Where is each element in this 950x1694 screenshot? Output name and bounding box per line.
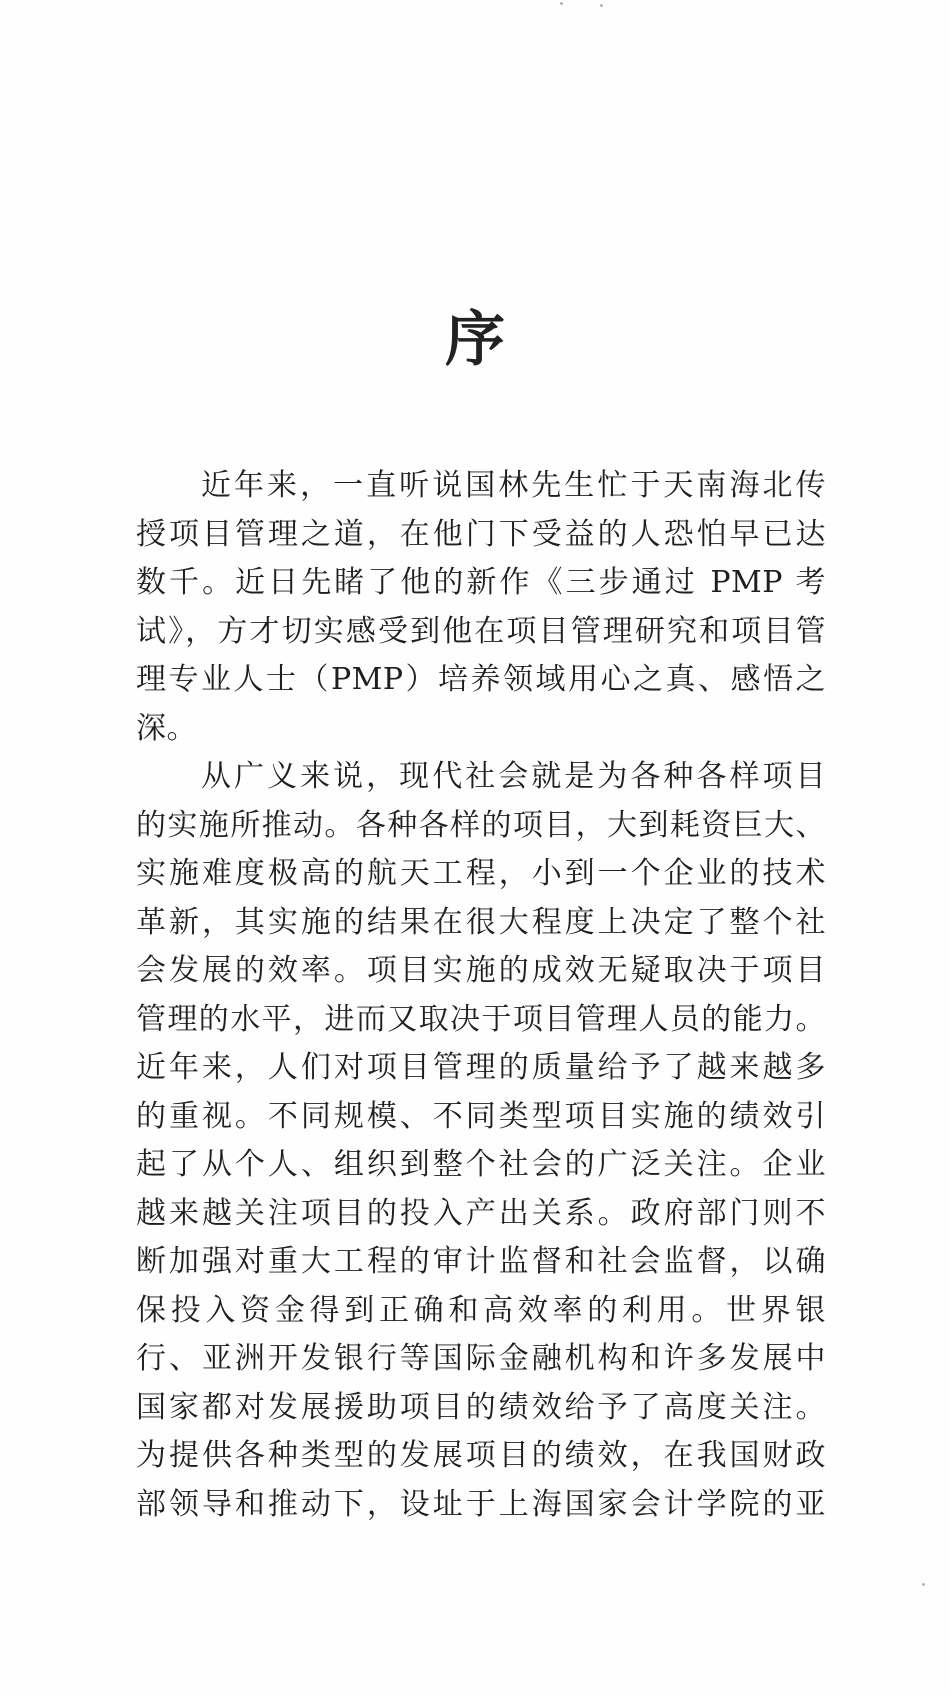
- text-line: 行、亚洲开发银行等国际金融机构和许多发展中: [136, 1341, 826, 1376]
- text-line: 起了从个人、组织到整个社会的广泛关注。企业: [136, 1147, 826, 1182]
- text-line: 实施难度极高的航天工程，小到一个企业的技术: [136, 856, 826, 891]
- text-line: 国家都对发展援助项目的绩效给予了高度关注。: [136, 1389, 826, 1425]
- body-text: [136, 462, 826, 1529]
- text-line: 授项目管理之道，在他门下受益的人恐怕早已达: [136, 516, 826, 552]
- text-line: 会发展的效率。项目实施的成效无疑取决于项目: [136, 953, 826, 988]
- text-line: 的实施所推动。各种各样的项目，大到耗资巨大、: [136, 807, 826, 843]
- text-line: 试》，方才切实感受到他在项目管理研究和项目管: [136, 613, 826, 649]
- text-line: 断加强对重大工程的审计监督和社会监督，以确: [136, 1244, 826, 1279]
- text-line: 理专业人士（PMP）培养领域用心之真、感悟之: [136, 662, 826, 697]
- text-line: 管理的水平，进而又取决于项目管理人员的能力。: [136, 1001, 826, 1037]
- page-title: 序: [445, 305, 505, 375]
- text-line: 数千。近日先睹了他的新作《三步通过 PMP 考: [136, 565, 826, 600]
- text-line: 从广义来说，现代社会就是为各种各样项目: [201, 759, 826, 794]
- text-line: 的重视。不同规模、不同类型项目实施的绩效引: [136, 1098, 826, 1134]
- text-line: 革新，其实施的结果在很大程度上决定了整个社: [136, 904, 826, 940]
- text-line: 近年来，人们对项目管理的质量给予了越来越多: [136, 1050, 826, 1085]
- text-line: 为提供各种类型的发展项目的绩效，在我国财政: [136, 1438, 826, 1473]
- scan-speck: [922, 1583, 925, 1586]
- scan-speck: [600, 4, 603, 7]
- scan-speck: [560, 2, 563, 5]
- text-line: 保投入资金得到正确和高效率的利用。世界银: [136, 1292, 826, 1328]
- text-line: 越来越关注项目的投入产出关系。政府部门则不: [136, 1195, 826, 1231]
- text-line: 近年来，一直听说国林先生忙于天南海北传: [201, 468, 826, 503]
- text-line: 部领导和推动下，设址于上海国家会计学院的亚: [136, 1486, 826, 1522]
- text-line: 深。: [136, 710, 197, 746]
